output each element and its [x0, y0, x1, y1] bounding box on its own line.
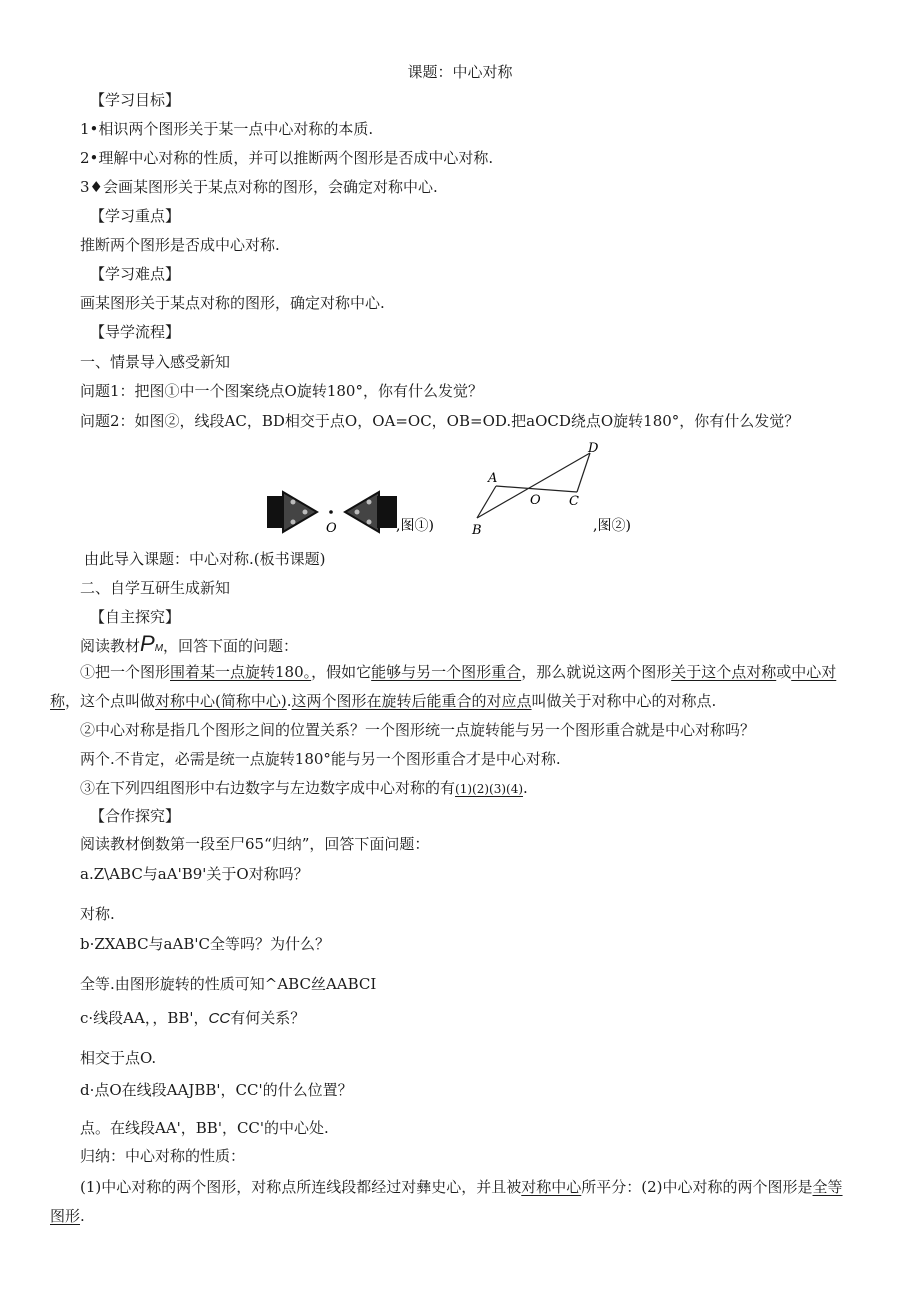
- fig1-caption: ,图①): [396, 518, 434, 534]
- answer-b: 全等.由图形旋转的性质可知^ABC丝AABCI: [80, 975, 377, 993]
- summary-heading: 归纳：中心对称的性质：: [80, 1147, 246, 1165]
- flow-heading: 【导学流程】: [90, 323, 181, 341]
- fig2-caption: ,图②): [593, 518, 631, 534]
- key-text: 推断两个图形是否成中心对称.: [80, 236, 280, 254]
- summary-line-1: (1)中心对称的两个图形，对称点所连线段都经过对彝史心，并且被对称中心所平分：(2)中心对称的两个图形是全等: [80, 1178, 843, 1196]
- point-3: ③在下列四组图形中右边数字与左边数字成中心对称的有(1)(2)(3)(4).: [80, 779, 528, 797]
- answer-center: 对称中心(简称中心): [155, 692, 287, 710]
- point-2: ②中心对称是指几个图形之间的位置关系？一个图形统一点旋转能与另一个图形重合就是中心对称吗？: [80, 721, 756, 739]
- answer-congruent: 全等: [812, 1178, 843, 1196]
- question-a: a.Z\ABC与aA'B9'关于O对称吗？: [80, 865, 309, 883]
- page-ref-p: P: [140, 631, 155, 656]
- difficulty-heading: 【学习难点】: [90, 265, 181, 283]
- section-2-heading: 二、自学互研生成新知: [80, 579, 231, 597]
- question-1: 问题1：把图①中一个图案绕点O旋转180°，你有什么发觉？: [80, 382, 483, 400]
- intro-line: 由此导入课题：中心对称.(板书课题): [84, 550, 326, 568]
- question-d: d·点O在线段AAJBB'，CC'的什么位置？: [80, 1081, 353, 1099]
- question-c: c·线段AA，，BB'，CC有何关系？: [80, 1009, 306, 1027]
- goal-3: 3♦会画某图形关于某点对称的图形，会确定对称中心.: [80, 178, 438, 196]
- section-1-heading: 一、情景导入感受新知: [80, 353, 231, 371]
- answer-d: 点。在线段AA'，BB'，CC'的中心处.: [80, 1119, 329, 1137]
- page-ref-sub: M: [154, 643, 164, 654]
- answer-corresponding-points: 这两个图形在旋转后能重合的对应点: [291, 692, 532, 710]
- fig2-label-C: C: [569, 494, 579, 509]
- read-textbook-line: 阅读教材PM，回答下面的问题：: [80, 631, 299, 656]
- fig1-right-pattern: [345, 492, 397, 532]
- point-1-line-1: ①把一个图形围着某一点旋转180。，假如它能够与另一个图形重合，那么就说这两个图形关于这个点对称或中心对: [80, 663, 837, 681]
- answer-a: 对称.: [80, 905, 115, 923]
- self-study-heading: 【自主探究】: [90, 608, 181, 626]
- question-b: b·ZXABC与aAB'C全等吗？为什么？: [80, 935, 330, 953]
- goal-1: 1•相识两个图形关于某一点中心对称的本质.: [80, 120, 374, 138]
- point-1-line-2: 称，这个点叫做对称中心(简称中心).这两个图形在旋转后能重合的对应点叫做关于对称中心的对称点.: [50, 692, 717, 710]
- coop-read: 阅读教材倒数第一段至尸65“归纳”，回答下面问题：: [80, 835, 430, 853]
- page-title: 课题：中心对称: [407, 63, 513, 81]
- answer-overlap: 能够与另一个图形重合: [371, 663, 522, 681]
- question-2: 问题2：如图②，线段AC，BD相交于点O，OA=OC，OB=OD.把aOCD绕点O旋转180°，你有什么发觉？: [80, 412, 800, 430]
- answer-central-symmetry: 中心对: [791, 663, 837, 681]
- summary-line-2: 图形.: [50, 1207, 85, 1225]
- point-2-answer: 两个.不肯定，必需是统一点旋转180°能与另一个图形重合才是中心对称.: [80, 750, 561, 768]
- fig1-point-label: O: [326, 521, 337, 536]
- fig2-label-D: D: [588, 441, 599, 456]
- answer-groups: (1)(2)(3)(4): [455, 782, 524, 796]
- fig1-center-dot: [329, 510, 333, 514]
- goals-heading: 【学习目标】: [90, 91, 181, 109]
- answer-symmetry-center: 对称中心: [521, 1178, 582, 1196]
- answer-rotate: 围着某一点旋转180。: [170, 663, 312, 681]
- fig2-label-O: O: [530, 493, 541, 508]
- fig2-label-B: B: [472, 523, 482, 538]
- goal-2: 2•理解中心对称的性质，并可以推断两个图形是否成中心对称.: [80, 149, 494, 167]
- key-heading: 【学习重点】: [90, 207, 181, 225]
- answer-c: 相交于点O.: [80, 1049, 157, 1067]
- difficulty-text: 画某图形关于某点对称的图形，确定对称中心.: [80, 294, 385, 312]
- answer-symmetric-about-point: 关于这个点对称: [671, 663, 777, 681]
- fig1-left-pattern: [267, 492, 317, 532]
- coop-heading: 【合作探究】: [90, 807, 181, 825]
- fig2-label-A: A: [488, 471, 498, 486]
- figure-area: [255, 438, 655, 540]
